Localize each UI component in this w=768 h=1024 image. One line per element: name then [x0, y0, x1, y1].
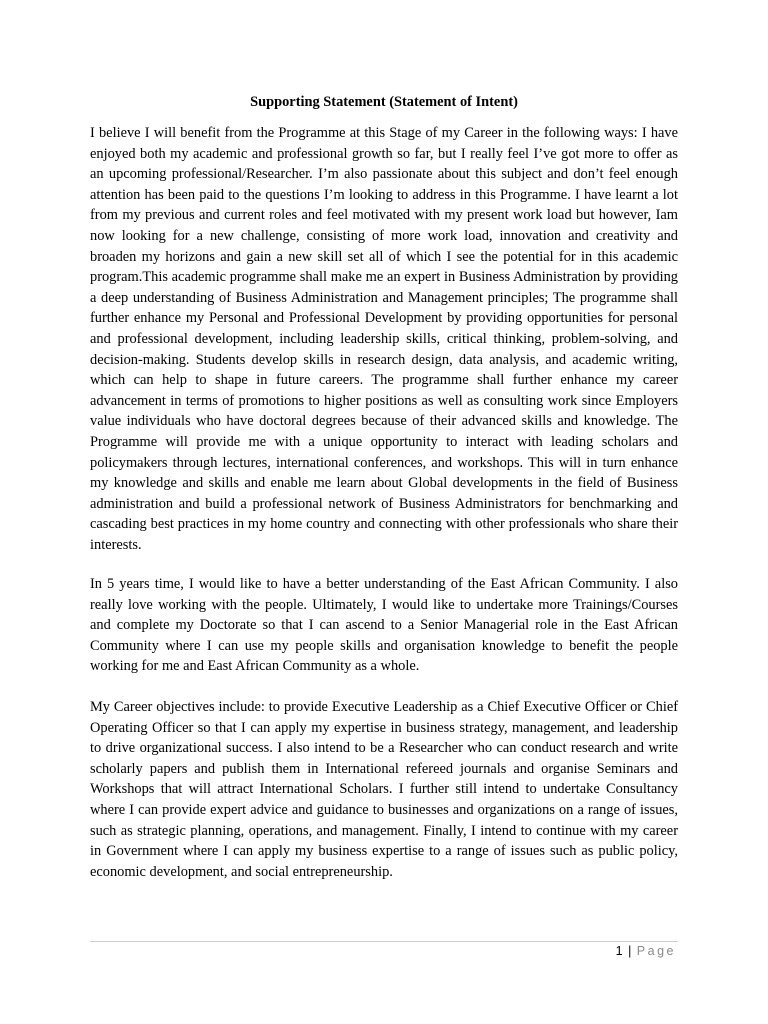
paragraph-five-year-goals: In 5 years time, I would like to have a better understanding of the East African Community. I also really love working with the people. Ultimately, I would like to undertake more Trainings/Courses and complete my Doctorate so that I can ascend to a Senior Managerial role in the East African Community where I can use my people skills and organisation knowledge to benefit the people working for me and East African Community as a whole.	[90, 576, 678, 675]
paragraph-benefits: I believe I will benefit from the Programme at this Stage of my Career in the following ways: I have enjoyed both my academic and professional growth so far, but I really feel I’ve got more to offer as an upcoming professional/Researcher. I’m also passionate about this subject and don’t feel enough attention has been paid to the questions I’m looking to address in this Programme. I have learnt a lot from my previous and current roles and feel motivated with my present work load but however, Iam now looking for a new challenge, consisting of more work load, innovation and creativity and broaden my horizons and gain a new skill set all of which I see the potential for in this academic program.This academic programme shall make me an expert in Business Administration by providing a deep understanding of Business Administration and Management principles; The programme shall further enhance my Personal and Professional Development by providing opportunities for personal and professional development, including leadership skills, critical thinking, problem-solving, and decision-making. Students develop skills in research design, data analysis, and academic writing, which can help to shape in future careers. The programme shall further enhance my career advancement in terms of promotions to higher positions as well as consulting work since Employers value individuals who have doctoral degrees because of their advanced skills and knowledge. The Programme will provide me with a unique opportunity to interact with leading scholars and policymakers through lectures, international conferences, and workshops. This will in turn enhance my knowledge and skills and enable me learn about Global developments in the field of Business administration and build a professional network of Business Administrators for benchmarking and cascading best practices in my home country and connecting with other professionals who share their interests.	[90, 125, 678, 553]
page-number: 1	[615, 944, 623, 958]
page-footer	[616, 943, 676, 959]
page-label: Page	[636, 944, 676, 958]
page-separator: |	[628, 944, 632, 958]
footer-divider	[90, 941, 678, 942]
document-title: Supporting Statement (Statement of Intent)	[250, 94, 518, 110]
paragraph-career-objectives: My Career objectives include: to provide Executive Leadership as a Chief Executive Officer or Chief Operating Officer so that I can apply my expertise in business strategy, management, and leadership to drive organizational success. I also intend to be a Researcher who can conduct research and write scholarly papers and publish them in International refereed journals and organise Seminars and Workshops that will attract International Scholars. I further still intend to undertake Consultancy where I can provide expert advice and guidance to businesses and organizations on a range of issues, such as strategic planning, operations, and management. Finally, I intend to continue with my career in Government where I can apply my business expertise to a range of issues such as public policy, economic development, and social entrepreneurship.	[90, 699, 678, 880]
